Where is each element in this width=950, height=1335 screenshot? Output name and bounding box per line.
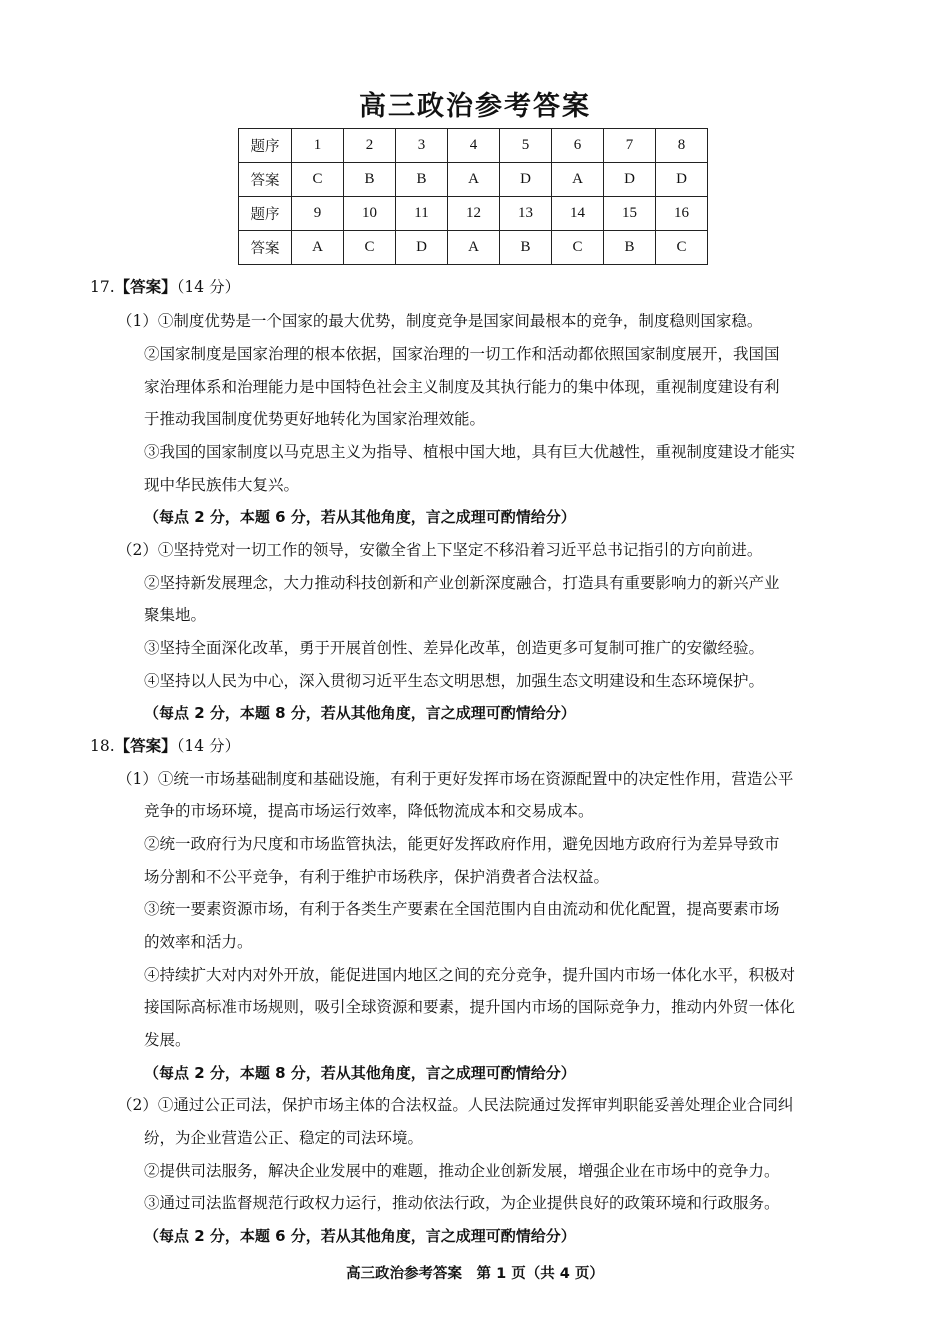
paragraph-line: ②提供司法服务，解决企业发展中的难题，推动企业创新发展，增强企业在市场中的竞争力。 xyxy=(144,1162,780,1180)
table-cell: D xyxy=(604,163,656,197)
table-cell: 5 xyxy=(500,129,552,163)
scoring-note: （每点 2 分，本题 8 分，若从其他角度，言之成理可酌情给分） xyxy=(144,1064,576,1082)
q18-score: （14 分） xyxy=(176,737,241,755)
paragraph-line: 接国际高标准市场规则，吸引全球资源和要素，提升国内市场的国际竞争力，推动内外贸一体化 xyxy=(144,998,796,1016)
q17-score: （14 分） xyxy=(176,278,241,296)
paragraph-line: ②坚持新发展理念，大力推动科技创新和产业创新深度融合，打造具有重要影响力的新兴产业 xyxy=(144,574,780,592)
q18-p2-label: （2） xyxy=(117,1096,158,1114)
table-cell: 7 xyxy=(604,129,656,163)
table-cell: 9 xyxy=(292,197,344,231)
scoring-note: （每点 2 分，本题 8 分，若从其他角度，言之成理可酌情给分） xyxy=(144,704,576,722)
table-cell: C xyxy=(344,231,396,265)
q17-p1-label: （1） xyxy=(117,312,158,330)
table-cell: D xyxy=(500,163,552,197)
table-cell: A xyxy=(448,231,500,265)
paragraph-line: 的效率和活力。 xyxy=(144,933,253,951)
paragraph-line: ②国家制度是国家治理的根本依据，国家治理的一切工作和活动都依照国家制度展开，我国国 xyxy=(144,345,780,363)
table-cell: 15 xyxy=(604,197,656,231)
q17-answer-tag: 【答案】 xyxy=(114,278,177,296)
table-cell: C xyxy=(552,231,604,265)
table-cell: 题序 xyxy=(239,197,292,231)
q18-p1-label: （1） xyxy=(117,770,158,788)
scoring-note: （每点 2 分，本题 6 分，若从其他角度，言之成理可酌情给分） xyxy=(144,1227,576,1245)
q17-p2-label: （2） xyxy=(117,541,158,559)
table-cell: 12 xyxy=(448,197,500,231)
table-cell: B xyxy=(604,231,656,265)
page-title: 高三政治参考答案 xyxy=(359,91,591,122)
table-cell: 13 xyxy=(500,197,552,231)
table-cell: B xyxy=(500,231,552,265)
q18-answer-tag: 【答案】 xyxy=(114,737,177,755)
paragraph-line: 发展。 xyxy=(144,1031,191,1049)
table-row xyxy=(239,197,708,231)
q17-p1-text: ①制度优势是一个国家的最大优势，制度竞争是国家间最根本的竞争，制度稳则国家稳。 xyxy=(157,312,763,330)
q18-heading xyxy=(90,735,240,757)
paragraph-line: 家治理体系和治理能力是中国特色社会主义制度及其执行能力的集中体现，重视制度建设有利 xyxy=(144,378,780,396)
table-cell: C xyxy=(292,163,344,197)
table-cell: 8 xyxy=(656,129,708,163)
paragraph-line: 现中华民族伟大复兴。 xyxy=(144,476,300,494)
paragraph-line: ②统一政府行为尺度和市场监管执法，能更好发挥政府作用，避免因地方政府行为差异导致市 xyxy=(144,835,780,853)
table-cell: C xyxy=(656,231,708,265)
q18-p1-text: ①统一市场基础制度和基础设施，有利于更好发挥市场在资源配置中的决定性作用，营造公平 xyxy=(157,770,794,788)
table-row xyxy=(239,129,708,163)
page-footer: 高三政治参考答案 第 1 页（共 4 页） xyxy=(346,1266,604,1282)
table-cell: 4 xyxy=(448,129,500,163)
q17-heading xyxy=(90,276,240,298)
table-cell: D xyxy=(396,231,448,265)
q17-p1-line xyxy=(117,310,762,332)
paragraph-line: 场分割和不公平竞争，有利于维护市场秩序，保护消费者合法权益。 xyxy=(144,868,610,886)
q17-p2-text: ①坚持党对一切工作的领导，安徽全省上下坚定不移沿着习近平总书记指引的方向前进。 xyxy=(157,541,763,559)
paragraph-line: 竞争的市场环境，提高市场运行效率，降低物流成本和交易成本。 xyxy=(144,802,594,820)
paragraph-line: 于推动我国制度优势更好地转化为国家治理效能。 xyxy=(144,410,486,428)
table-cell: 答案 xyxy=(239,231,292,265)
paragraph-line: ③坚持全面深化改革，勇于开展首创性、差异化改革，创造更多可复制可推广的安徽经验。 xyxy=(144,639,765,657)
table-cell: 16 xyxy=(656,197,708,231)
table-cell: 2 xyxy=(344,129,396,163)
paragraph-line: ③统一要素资源市场，有利于各类生产要素在全国范围内自由流动和优化配置，提高要素市场 xyxy=(144,900,780,918)
q17-p2-line xyxy=(117,539,762,561)
paragraph-line: 聚集地。 xyxy=(144,606,207,624)
paragraph-line: ③通过司法监督规范行政权力运行，推动依法行政，为企业提供良好的政策环境和行政服务。 xyxy=(144,1194,780,1212)
q18-p2-line xyxy=(117,1094,793,1116)
table-cell: A xyxy=(552,163,604,197)
table-cell: 题序 xyxy=(239,129,292,163)
q18-number: 18. xyxy=(90,737,115,755)
paragraph-line: ③我国的国家制度以马克思主义为指导、植根中国大地，具有巨大优越性，重视制度建设才能实 xyxy=(144,443,796,461)
table-cell: 14 xyxy=(552,197,604,231)
table-cell: 10 xyxy=(344,197,396,231)
table-cell: 1 xyxy=(292,129,344,163)
table-cell: B xyxy=(344,163,396,197)
table-cell: 答案 xyxy=(239,163,292,197)
q17-number: 17. xyxy=(90,278,115,296)
q18-p1-line xyxy=(117,768,793,790)
table-cell: A xyxy=(448,163,500,197)
scoring-note: （每点 2 分，本题 6 分，若从其他角度，言之成理可酌情给分） xyxy=(144,508,576,526)
paragraph-line: ④持续扩大对内对外开放，能促进国内地区之间的充分竞争，提升国内市场一体化水平，积极对 xyxy=(144,966,796,984)
table-cell: A xyxy=(292,231,344,265)
table-row xyxy=(239,163,708,197)
table-cell: 11 xyxy=(396,197,448,231)
table-cell: 3 xyxy=(396,129,448,163)
table-cell: D xyxy=(656,163,708,197)
paragraph-line: 纷，为企业营造公正、稳定的司法环境。 xyxy=(144,1129,424,1147)
table-row xyxy=(239,231,708,265)
table-cell: B xyxy=(396,163,448,197)
paragraph-line: ④坚持以人民为中心，深入贯彻习近平生态文明思想，加强生态文明建设和生态环境保护。 xyxy=(144,672,765,690)
q18-p2-text: ①通过公正司法，保护市场主体的合法权益。人民法院通过发挥审判职能妥善处理企业合同纠 xyxy=(157,1096,794,1114)
answer-table xyxy=(238,128,708,265)
table-cell: 6 xyxy=(552,129,604,163)
